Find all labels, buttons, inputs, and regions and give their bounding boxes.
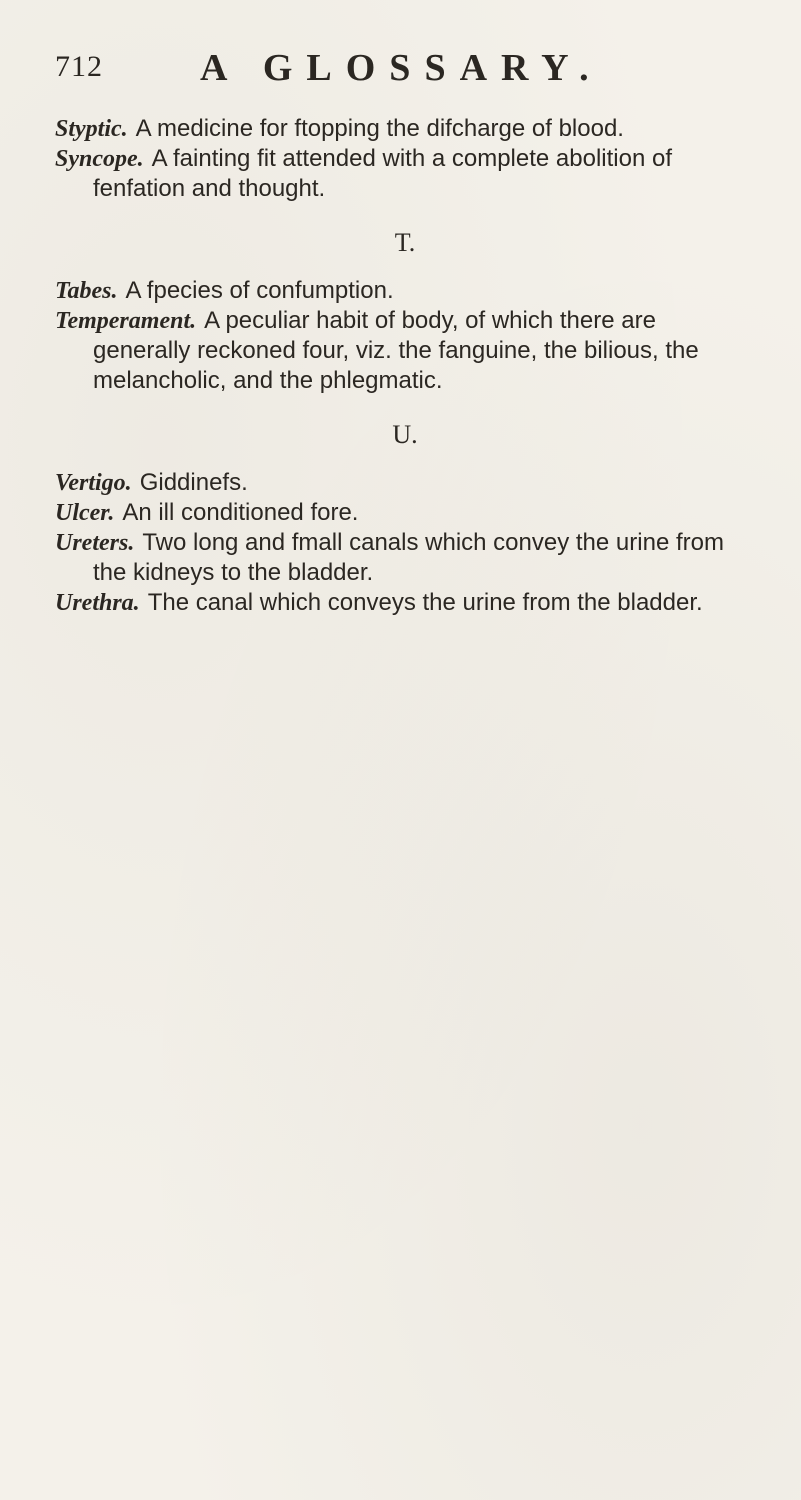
entry-term: Ureters. (55, 530, 135, 556)
entry-term: Styptic. (55, 116, 128, 142)
entry-definition: Giddinefs. (139, 469, 248, 496)
entry-term: Urethra. (55, 590, 140, 616)
glossary-entry (55, 306, 755, 396)
page-number: 712 (55, 50, 103, 83)
entry-definition: A medicine for ftopping the difcharge of blood. (135, 115, 624, 142)
glossary-body (55, 114, 755, 618)
running-title: A GLOSSARY. (200, 47, 603, 89)
page-header (55, 46, 755, 96)
entry-term: Syncope. (55, 146, 144, 172)
glossary-entry (55, 528, 755, 588)
section-heading-u: U. (392, 420, 418, 449)
entry-definition: A fpecies of confumption. (125, 277, 394, 304)
entry-term: Ulcer. (55, 500, 115, 526)
entry-definition: The canal which conveys the urine from the bladder. (147, 589, 703, 616)
glossary-entry (55, 498, 755, 528)
entry-definition: An ill conditioned fore. (122, 499, 359, 526)
glossary-entry (55, 114, 755, 144)
glossary-entry (55, 468, 755, 498)
glossary-entry (55, 144, 755, 204)
entry-term: Temperament. (55, 308, 197, 334)
glossary-entry (55, 588, 755, 618)
entry-definition: Two long and fmall canals which convey the urine from the kidneys to the bladder. (93, 529, 724, 586)
glossary-entry (55, 276, 755, 306)
entry-definition: A peculiar habit of body, of which there are generally reckoned four, viz. the fanguine, the bilious, the melancholic, and the phlegmatic. (93, 307, 699, 394)
entry-term: Vertigo. (55, 470, 132, 496)
section-heading-t: T. (394, 228, 416, 257)
entry-definition: A fainting fit attended with a complete abolition of fenfation and thought. (93, 145, 672, 202)
entry-term: Tabes. (55, 278, 118, 304)
